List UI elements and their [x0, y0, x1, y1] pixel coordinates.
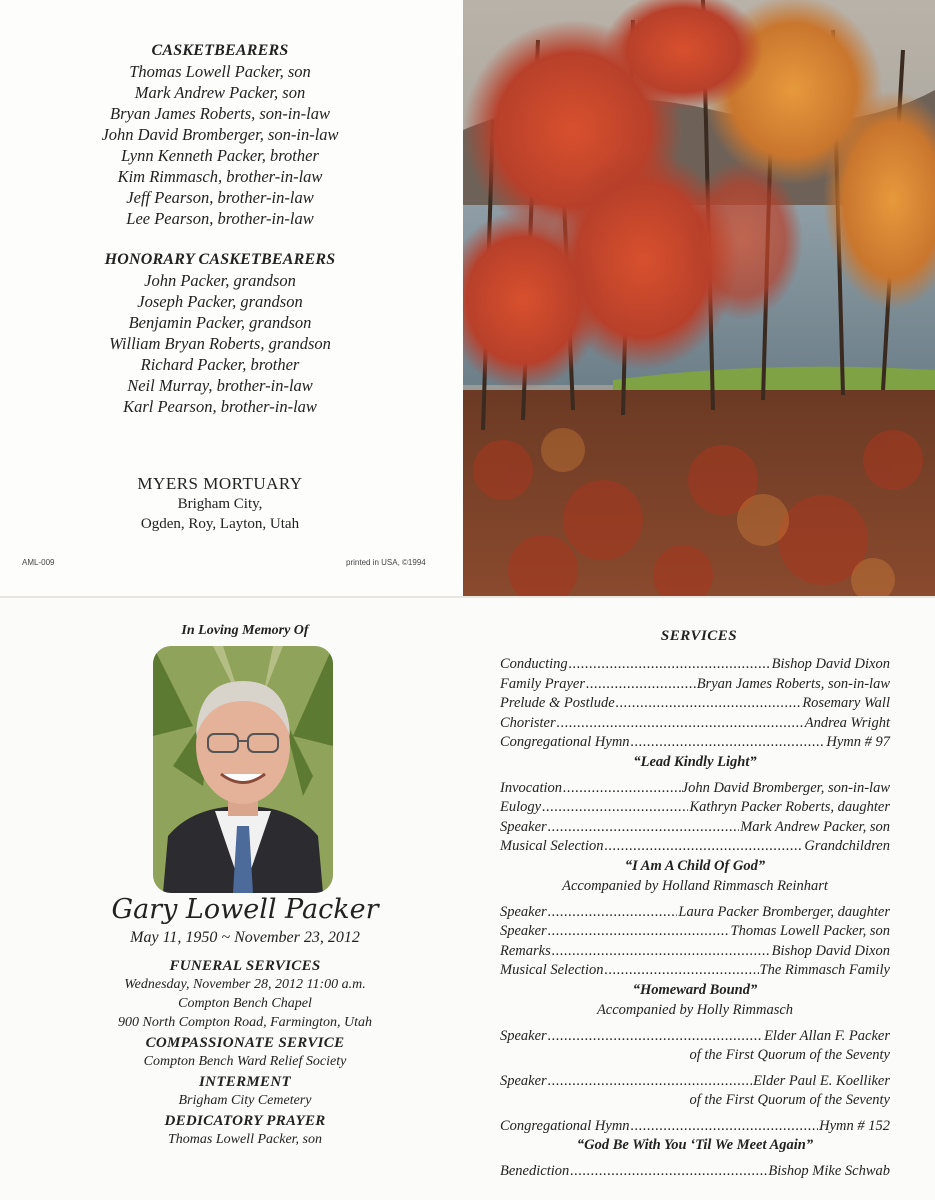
program-role: Speaker	[500, 1072, 547, 1089]
program-participant: Kathryn Packer Roberts, daughter	[689, 799, 890, 815]
portrait-illustration	[153, 646, 333, 893]
honorary-casketbearer-name: Richard Packer, brother	[140, 355, 300, 374]
leader-dots	[604, 838, 803, 855]
program-list	[500, 656, 890, 1183]
program-row	[500, 780, 890, 800]
hymn-title: “I Am A Child Of God”	[624, 857, 766, 874]
program-row	[500, 1118, 890, 1138]
leader-dots	[631, 734, 826, 751]
service-section	[0, 1074, 490, 1110]
accompanist: Accompanied by Holland Rimmasch Reinhart	[562, 877, 828, 894]
casketbearer-name: Thomas Lowell Packer, son	[129, 62, 311, 81]
section-heading: FUNERAL SERVICES	[169, 958, 321, 974]
mortuary-city: Brigham City,	[177, 496, 263, 512]
program-row	[500, 923, 890, 943]
program-row	[500, 799, 890, 819]
section-line: 900 North Compton Road, Farmington, Utah	[118, 1015, 372, 1030]
autumn-scene-illustration	[463, 0, 935, 598]
hymn-title: “Homeward Bound”	[632, 981, 758, 998]
program-row	[500, 904, 890, 924]
program-role: Chorister	[500, 714, 556, 731]
section-line: Thomas Lowell Packer, son	[168, 1132, 322, 1147]
participant-title: of the First Quorum of the Seventy	[689, 1092, 890, 1108]
casketbearer-name: John David Bromberger, son-in-law	[101, 125, 339, 144]
program-row	[500, 1163, 890, 1183]
program-participant: Bishop Mike Schwab	[768, 1163, 890, 1179]
section-line: Compton Bench Chapel	[178, 996, 312, 1011]
program-participant: Hymn # 152	[819, 1117, 890, 1134]
program-participant: Thomas Lowell Packer, son	[730, 923, 890, 939]
program-row	[500, 962, 890, 982]
leader-dots	[616, 695, 802, 712]
program-participant: John David Bromberger, son-in-law	[681, 779, 890, 796]
program-row	[500, 838, 890, 858]
honorary-heading: HONORARY CASKETBEARERS	[104, 251, 336, 268]
hymn-title: “Lead Kindly Light”	[633, 753, 757, 770]
leader-dots	[552, 943, 771, 960]
product-code: AML-009	[22, 558, 55, 567]
casketbearer-name: Mark Andrew Packer, son	[134, 83, 306, 102]
services-title: SERVICES	[660, 628, 738, 644]
program-row	[500, 656, 890, 676]
program-participant: Bishop David Dixon	[771, 942, 890, 959]
program-participant: Bryan James Roberts, son-in-law	[696, 675, 890, 692]
program-participant: Mark Andrew Packer, son	[740, 818, 890, 835]
participant-title: of the First Quorum of the Seventy	[689, 1047, 890, 1063]
honorary-casketbearer-name: Karl Pearson, brother-in-law	[123, 397, 317, 416]
leader-dots	[548, 819, 739, 836]
program-role: Remarks	[500, 942, 551, 959]
program-role: Congregational Hymn	[500, 1117, 630, 1134]
leader-dots	[570, 1163, 767, 1180]
program-role: Speaker	[500, 818, 547, 835]
honorary-casketbearers-list	[0, 249, 440, 417]
leader-dots	[548, 1028, 763, 1045]
program-participant: Elder Paul E. Koelliker	[753, 1072, 890, 1089]
honorary-casketbearer-name: Benjamin Packer, grandson	[128, 313, 312, 332]
accompanist: Accompanied by Holly Rimmasch	[596, 1001, 794, 1018]
front-panel	[0, 598, 463, 1200]
service-section	[0, 958, 490, 1032]
program-participant: Andrea Wright	[804, 714, 890, 731]
program-participant: Rosemary Wall	[802, 695, 890, 711]
leader-dots	[542, 799, 688, 816]
program-row	[500, 819, 890, 839]
program-role: Congregational Hymn	[500, 734, 630, 750]
section-line: Brigham City Cemetery	[178, 1093, 312, 1108]
section-line: Compton Bench Ward Relief Society	[143, 1054, 347, 1069]
program-participant: Laura Packer Bromberger, daughter	[678, 903, 890, 920]
section-heading: COMPASSIONATE SERVICE	[145, 1035, 345, 1051]
program-row	[500, 676, 890, 696]
program-role: Benediction	[500, 1163, 570, 1179]
program-role: Eulogy	[500, 799, 542, 815]
deceased-name: Gary Lowell Packer	[111, 894, 379, 925]
program-role: Conducting	[500, 656, 568, 672]
service-details	[0, 958, 490, 1149]
section-heading: INTERMENT	[199, 1074, 291, 1090]
mortuary-name: MYERS MORTUARY	[137, 474, 303, 493]
program-participant: Elder Allan F. Packer	[764, 1027, 890, 1044]
program-role: Speaker	[500, 923, 547, 939]
program-row	[500, 1028, 890, 1048]
program-role: Musical Selection	[500, 838, 604, 854]
section-line: Wednesday, November 28, 2012 11:00 a.m.	[124, 977, 366, 992]
leader-dots	[631, 1118, 819, 1135]
program-role: Musical Selection	[500, 962, 604, 978]
honorary-casketbearer-name: John Packer, grandson	[144, 271, 296, 290]
program-role: Family Prayer	[500, 675, 585, 692]
casketbearer-name: Lee Pearson, brother-in-law	[126, 209, 314, 228]
leader-dots	[569, 656, 771, 673]
casketbearer-name: Kim Rimmasch, brother-in-law	[117, 167, 323, 186]
leader-dots	[586, 676, 696, 693]
hymn-title: “God Be With You ‘Til We Meet Again”	[576, 1137, 814, 1153]
program-participant: Grandchildren	[804, 838, 890, 854]
leader-dots	[548, 923, 730, 940]
autumn-lake-photo	[463, 0, 935, 598]
program-role: Speaker	[500, 1027, 547, 1044]
leader-dots	[557, 715, 804, 732]
leader-dots	[548, 1073, 752, 1090]
program-role: Speaker	[500, 903, 547, 920]
mortuary-block	[0, 474, 440, 534]
leader-dots	[604, 962, 758, 979]
honorary-casketbearer-name: Neil Murray, brother-in-law	[127, 376, 313, 395]
casketbearer-name: Bryan James Roberts, son-in-law	[110, 104, 330, 123]
casketbearer-name: Jeff Pearson, brother-in-law	[126, 188, 314, 207]
program-row	[500, 1073, 890, 1093]
back-panel	[0, 0, 463, 598]
services-panel	[463, 598, 935, 1200]
casketbearers-heading: CASKETBEARERS	[151, 42, 289, 59]
program-row	[500, 695, 890, 715]
service-section	[0, 1035, 490, 1071]
program-row	[500, 715, 890, 735]
printed-note: printed in USA, ©1994	[346, 558, 426, 567]
casketbearers-list	[0, 40, 440, 229]
service-section	[0, 1113, 490, 1149]
leader-dots	[548, 904, 678, 921]
program-row	[500, 943, 890, 963]
in-memory-heading: In Loving Memory Of	[181, 623, 309, 638]
life-dates: May 11, 1950 ~ November 23, 2012	[130, 929, 360, 946]
program-participant: The Rimmasch Family	[759, 962, 890, 978]
casketbearer-name: Lynn Kenneth Packer, brother	[121, 146, 319, 165]
program-role: Invocation	[500, 779, 563, 796]
leader-dots	[563, 780, 681, 797]
program-participant: Hymn # 97	[826, 734, 890, 750]
portrait-photo	[153, 646, 333, 893]
mortuary-locations: Ogden, Roy, Layton, Utah	[140, 516, 300, 532]
section-heading: DEDICATORY PRAYER	[164, 1113, 326, 1129]
honorary-casketbearer-name: Joseph Packer, grandson	[137, 292, 303, 311]
program-participant: Bishop David Dixon	[771, 656, 890, 672]
program-role: Prelude & Postlude	[500, 695, 615, 711]
honorary-casketbearer-name: William Bryan Roberts, grandson	[109, 334, 331, 353]
program-row	[500, 734, 890, 754]
